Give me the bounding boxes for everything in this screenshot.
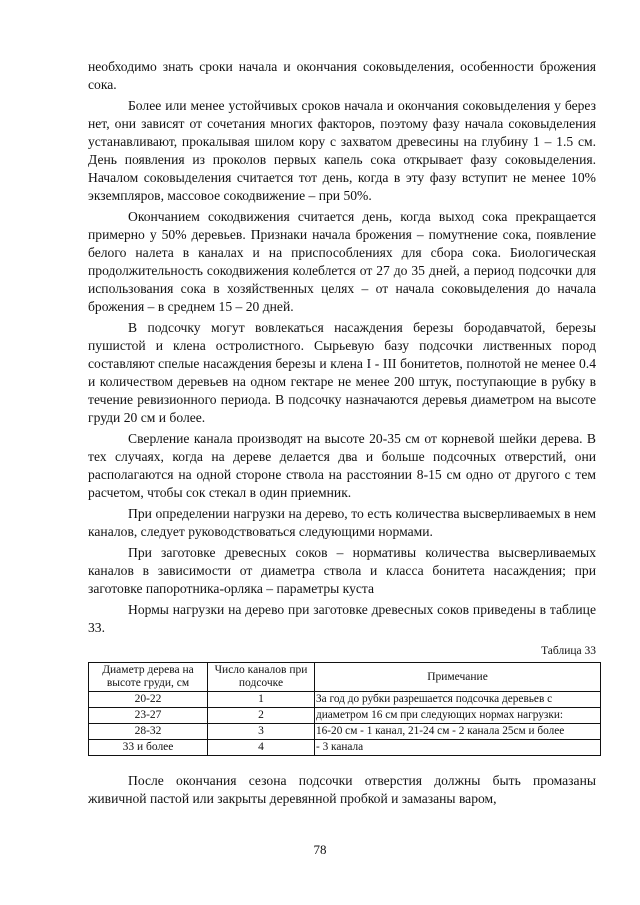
table-header-row <box>89 663 601 692</box>
note-line: - 3 канала <box>315 739 600 755</box>
cell-diameter: 23-27 <box>89 708 208 724</box>
paragraph-raw-base: В подсочку могут вовлекаться насаждения березы бородавчатой, березы пушистой и клена остролистного. Сырьевую базу подсочки лиственных пород составляют спелые насаждения березы и клена I - III бонитетов, полнотой не менее 0.4 и количеством деревьев на одном гектаре не менее 200 штук, поступающие в рубку в течение ревизионного периода. В подсочку назначаются деревья диаметром на высоте груди 20 см и более. <box>88 320 596 425</box>
paragraph-after-season: После окончания сезона подсочки отверстия должны быть промазаны живичной пастой или закрыты деревянной пробкой и замазаны варом, <box>88 773 596 806</box>
paragraph-drilling: Сверление канала производят на высоте 20-35 см от корневой шейки дерева. В тех случаях, когда на дереве делается два и больше подсочных отверстий, они располагаются на одной стороне ствола на расстоянии 8-15 см одно от другого с тем расчетом, чтобы сок стекал в один приемник. <box>88 431 596 500</box>
table-row <box>89 692 601 708</box>
load-norms-table <box>88 662 601 756</box>
paragraph-norms: При заготовке древесных соков – нормативы количества высверливаемых каналов в зависимости от диаметра ствола и класса бонитета насаждения; при заготовке папоротника-орляка – параметры куста <box>88 545 596 596</box>
cell-channels: 2 <box>208 708 315 724</box>
note-line: За год до рубки разрешается подсочка деревьев с <box>316 693 553 705</box>
header-channels: Число каналов при подсочке <box>208 663 315 692</box>
note-line: 16-20 см - 1 канал, 21-24 см - 2 канала 25см и более <box>315 723 600 739</box>
page-number: 78 <box>313 842 327 857</box>
cell-diameter: 33 и более <box>89 740 208 756</box>
cell-diameter: 28-32 <box>89 724 208 740</box>
header-note: Примечание <box>315 663 601 692</box>
paragraph-continuation: необходимо знать сроки начала и окончания соковыделения, особенности брожения сока. <box>88 59 596 92</box>
paragraph-sap-onset: Более или менее устойчивых сроков начала и окончания соковыделения у берез нет, они зависят от сочетания многих факторов, поэтому фазу начала соковыделения устанавливают, прокалывая шилом кору с захватом древесины на глубину 1 – 1.5 см. День появления из проколов первых капель сока открывает фазу соковыделения. Началом соковыделения считается тот день, когда в эту фазу вступит не менее 10% экземпляров, массовое сокодвижение – при 50%. <box>88 98 596 203</box>
paragraph-load-definition: При определении нагрузки на дерево, то есть количества высверливаемых в нем каналов, следует руководствоваться следующими нормами. <box>88 506 596 539</box>
closing-text <box>88 772 596 808</box>
header-diameter: Диаметр дерева на высоте груди, см <box>89 663 208 692</box>
paragraph-sap-end: Окончанием сокодвижения считается день, когда выход сока прекращается примерно у 50% деревьев. Признаки начала брожения – помутнение сока, появление белого налета в каналах и на приспособлениях для сбора сока. Биологическая продолжительность сокодвижения колеблется от 27 до 35 дней, а период подсочки для использования сока в хозяйственных целях – от начала соковыделения до начала брожения – в среднем 15 – 20 дней. <box>88 209 596 314</box>
cell-diameter: 20-22 <box>89 692 208 708</box>
cell-channels: 4 <box>208 740 315 756</box>
cell-channels: 1 <box>208 692 315 708</box>
cell-channels: 3 <box>208 724 315 740</box>
note-line: диаметром 16 см при следующих нормах нагрузки: <box>315 707 600 723</box>
body-text <box>88 58 596 637</box>
cell-note <box>315 692 601 756</box>
paragraph-table-reference: Нормы нагрузки на дерево при заготовке древесных соков приведены в таблице 33. <box>88 602 596 635</box>
table-caption: Таблица 33 <box>541 645 596 657</box>
